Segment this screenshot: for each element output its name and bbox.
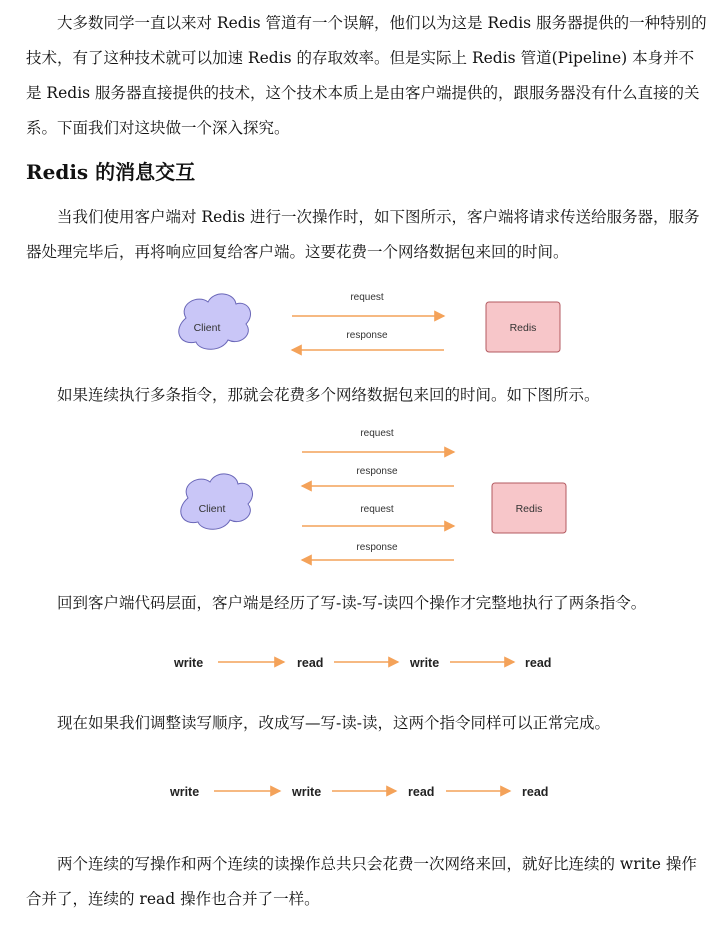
sequence1-step-2: read	[297, 656, 324, 670]
sequence1-step-3: write	[410, 656, 440, 670]
sequence2-step-2: write	[292, 785, 322, 799]
section-heading: Redis 的消息交互	[26, 160, 196, 184]
client-cloud-icon	[179, 294, 251, 349]
request-label-1: request	[360, 428, 394, 439]
single-op-paragraph: 当我们使用客户端对 Redis 进行一次操作时，如下图所示，客户端将请求传送给服务器，服务器处理完毕后，再将响应回复给客户端。这要花费一个网络数据包来回的时间。	[26, 208, 700, 261]
response-label-2: response	[356, 542, 398, 553]
client-label: Client	[193, 322, 221, 334]
write-read-sequence	[0, 648, 720, 678]
client-label: Client	[198, 503, 226, 515]
sequence2-step-4: read	[522, 785, 549, 799]
single-roundtrip-diagram	[0, 284, 720, 364]
write-write-read-read-sequence	[0, 777, 720, 807]
sequence2-step-1: write	[170, 785, 200, 799]
multi-op-paragraph: 如果连续执行多条指令，那就会花费多个网络数据包来回的时间。如下图所示。	[57, 386, 600, 404]
request-label: request	[350, 292, 384, 303]
reorder-paragraph: 现在如果我们调整读写顺序，改成写—写-读-读，这两个指令同样可以正常完成。	[57, 714, 610, 732]
sequence1-step-1: write	[174, 656, 204, 670]
sequence2-step-3: read	[408, 785, 435, 799]
redis-label: Redis	[509, 322, 537, 334]
client-cloud-icon	[181, 474, 253, 529]
intro-paragraph: 大多数同学一直以来对 Redis 管道有一个误解，他们以为这是 Redis 服务器提供的一种特别的技术，有了这种技术就可以加速 Redis 的存取效率。但是实际上 Redis 管道(Pipeline) 本身并不是 Redis 服务器直接提供的技术，这个技术本质上是由客户端提供的，跟服务器没有什么直接的关系。下面我们对这块做一个深入探究。	[26, 14, 707, 137]
request-label-2: request	[360, 504, 394, 515]
redis-label: Redis	[515, 503, 543, 515]
response-label: response	[346, 330, 388, 341]
conclusion-paragraph: 两个连续的写操作和两个连续的读操作总共只会花费一次网络来回，就好比连续的 write 操作合并了，连续的 read 操作也合并了一样。	[26, 855, 697, 908]
double-roundtrip-diagram	[0, 422, 720, 570]
sequence1-step-4: read	[525, 656, 552, 670]
response-label-1: response	[356, 466, 398, 477]
client-code-paragraph: 回到客户端代码层面，客户端是经历了写-读-写-读四个操作才完整地执行了两条指令。	[57, 594, 647, 612]
